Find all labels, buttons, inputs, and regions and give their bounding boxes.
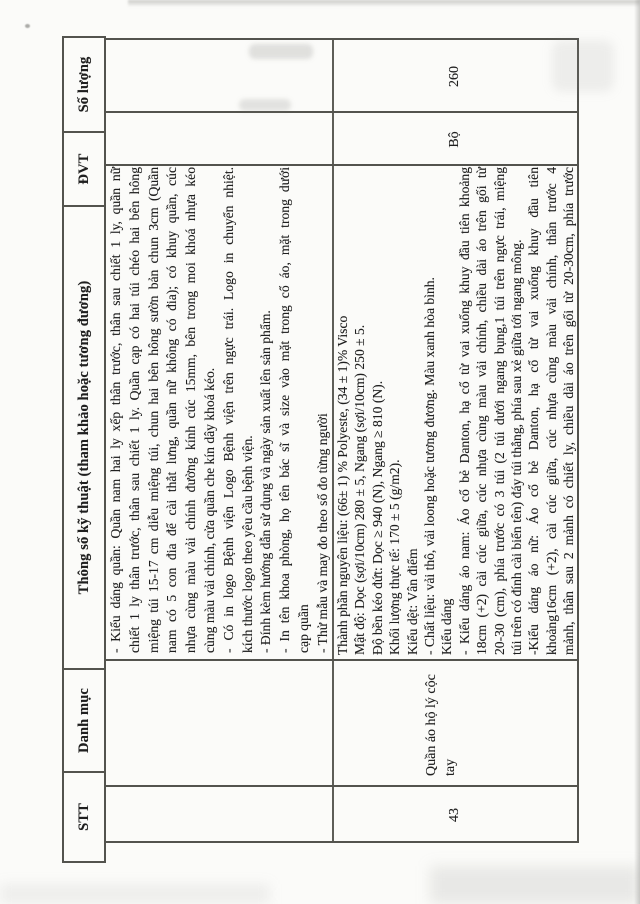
spec-line: - Kiểu dáng quần: Quần nam hai ly xếp thân trước, thân sau chiết 1 ly, quần nữ xyxy=(108,167,123,653)
spec-line: - Đính kèm hướng dẫn sử dụng và ngày sản xuất lên sản phẩm. xyxy=(258,310,274,653)
spec-line: Kiểu dáng xyxy=(439,598,455,655)
spec-line: - Chất liệu: vải thô, vải loong hoặc tương đương. Màu xanh hòa bình. xyxy=(422,277,438,655)
spec-line: chiết 1 ly thân trước, thân sau chiết 1 ly. Quần cạp có hai túi chéo hai bên hông xyxy=(126,167,142,653)
row43-stt-value: 43 xyxy=(447,808,462,822)
spec-line: kích thước logo theo yêu cầu bệnh viện. xyxy=(239,435,255,653)
header-so-luong-label: Số lượng xyxy=(75,56,92,113)
header-col-line xyxy=(62,861,106,863)
rowA-danh-muc-cell xyxy=(106,663,331,785)
row43-spec-text xyxy=(334,167,578,655)
rowA-spec-text xyxy=(107,167,333,653)
spec-line: túi trên có đính cài biển tên) đáy túi thẳng, phía sau xẻ giữa tới ngang mông. xyxy=(509,239,525,655)
row43-so-luong-value: 260 xyxy=(447,66,462,87)
header-dvt-label: ĐVT xyxy=(75,153,92,185)
spec-line: mảnh, thân sau 2 mảnh có chiết ly, chiều dài áo trên gối từ 20-30cm, phía trước xyxy=(561,167,577,655)
spec-line: nam có 5 con đia để cài thắt lưng, quần nữ không có đia); có khuy quần, cúc xyxy=(164,167,180,653)
row43-dvt-value: Bộ xyxy=(447,131,462,148)
spec-line: - Thử mẫu và may đo theo số đo từng người xyxy=(314,413,330,653)
spec-line: Mật độ: Dọc (sợi/10cm) 280 ± 5, Ngang (sợi/10cm) 250 ± 5. xyxy=(352,324,368,655)
spec-line: - Kiểu dáng áo nam: Áo cổ bẻ Danton, hạ cổ từ vai xuống khuy đầu tiên khoảng xyxy=(456,167,472,655)
header-thong-so xyxy=(64,207,104,668)
spec-line: Khối lượng thực tế: 170 ± 5 (g/m2). xyxy=(387,459,403,655)
spec-line: Kiểu dệt: Vân điểm xyxy=(404,548,420,655)
body-col-line xyxy=(104,111,579,113)
body-col-line xyxy=(104,164,579,166)
row43-so-luong-cell xyxy=(334,42,576,111)
row43-danh-muc-value: Quần áo hộ lý cộc tay xyxy=(424,674,458,776)
header-thong-so-label: Thông số kỹ thuật (tham khảo hoặc tương đương) xyxy=(75,280,92,595)
rowA-so-luong-cell xyxy=(106,42,331,111)
header-stt-label: STT xyxy=(75,803,92,831)
header-stt xyxy=(64,773,104,861)
row43-danh-muc-cell xyxy=(422,666,460,776)
body-col-line xyxy=(104,659,579,661)
spec-line: Độ bền kéo đứt: Dọc ≥ 940 (N), Ngang ≥ 810 (N). xyxy=(369,380,385,655)
spec-line: khoảng16cm (+2), cài cúc giữa, cúc nhựa cùng màu vải chính, thân trước 4 xyxy=(543,167,559,655)
spec-line: - Có in logo Bệnh viện Logo Bệnh viện trên ngực trái. Logo in chuyển nhiệt. xyxy=(220,167,236,653)
body-col-line xyxy=(104,785,579,787)
spec-line: cùng màu vải chính, cửa quần che kín dây khoá kéo. xyxy=(201,367,217,653)
body-col-line xyxy=(104,38,579,40)
rowA-stt-cell xyxy=(106,789,331,841)
row43-stt-cell xyxy=(334,789,576,841)
spec-line: 20-30 (cm), phía trước có 3 túi (2 túi dưới ngang bụng,1 túi trên ngực trái, miệng xyxy=(491,167,507,655)
header-danh-muc xyxy=(64,670,104,771)
header-so-luong xyxy=(64,38,104,131)
body-col-line xyxy=(104,841,579,843)
spec-line: miệng túi 15-17 cm diễu miệng túi, chun hai bên hông sườn bản chun 3cm (Quần xyxy=(145,167,161,653)
spec-line: - In tên khoa phòng, họ tên bác sĩ và size vào mặt trong cổ áo, mặt trong dưới xyxy=(277,167,293,653)
rowA-dvt-cell xyxy=(106,115,331,164)
spec-line: Thành phần nguyên liệu: (66± 1) % Polyeste, (34 ± 1)% Visco xyxy=(335,315,350,655)
spec-line: nhựa cùng màu vải chính đường kính cúc 15mm, bên trong moi khoá nhựa kéo xyxy=(183,167,199,653)
spec-line: 18cm (+2) cài cúc giữa, cúc nhựa cùng màu vải chính, chiều dài áo trên gối từ xyxy=(474,167,490,655)
spec-line: -Kiểu dáng áo nữ: Áo cổ bẻ Danton, hạ cổ từ vai xuống khuy đầu tiên xyxy=(526,167,542,655)
row43-dvt-cell xyxy=(334,115,576,164)
spec-line: cạp quần xyxy=(295,604,311,653)
header-dvt xyxy=(64,133,104,205)
header-danh-muc-label: Danh mục xyxy=(75,688,92,753)
